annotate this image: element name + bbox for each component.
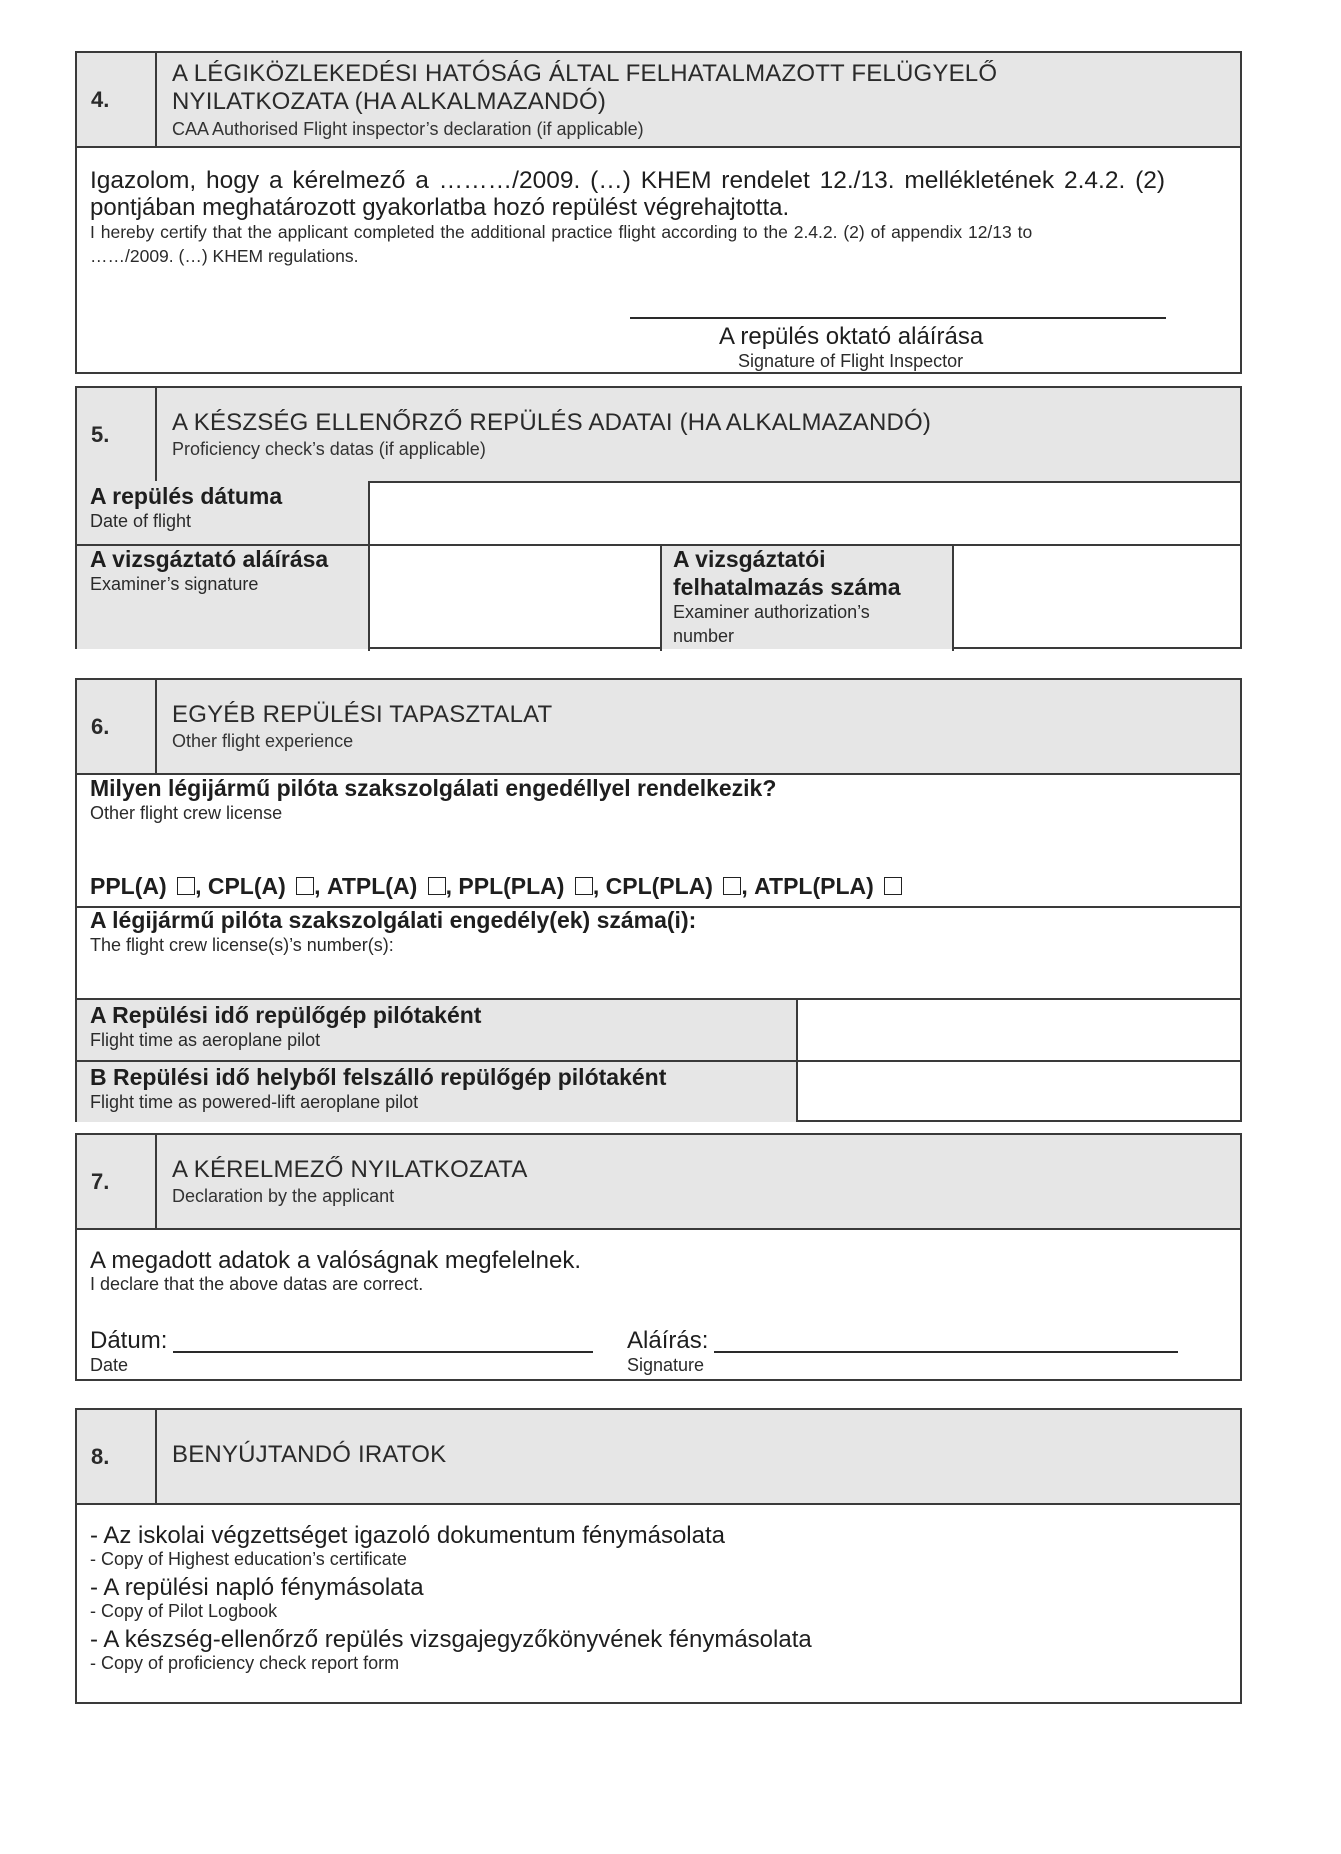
section-4-title-line2: NYILATKOZATA (HA ALKALMAZANDÓ) <box>172 88 607 115</box>
applicant-statement-sub: I declare that the above datas are correct. <box>90 1274 424 1294</box>
section-8-title: BENYÚJTANDÓ IRATOK <box>172 1441 447 1468</box>
section-6-title: EGYÉB REPÜLÉSI TAPASZTALAT <box>172 701 553 728</box>
certification-text-en-line2: ……/2009. (…) KHEM regulations. <box>90 246 359 266</box>
section-6-number: 6. <box>77 680 157 773</box>
section-4-subtitle: CAA Authorised Flight inspector’s declaration (if applicable) <box>172 119 644 139</box>
section-8-header <box>77 1410 1240 1505</box>
flight-time-aeroplane-sub: Flight time as aeroplane pilot <box>90 1030 321 1050</box>
section-4-header <box>77 53 1240 148</box>
flight-time-aeroplane-label: A Repülési idő repülőgép pilótaként <box>90 1002 482 1028</box>
examiner-signature-label: A vizsgáztató aláírása <box>90 546 329 572</box>
license-question-sub: Other flight crew license <box>90 803 283 823</box>
checkbox-ppl-a[interactable] <box>177 877 195 895</box>
examiner-signature-field[interactable] <box>370 546 660 649</box>
checkbox-ppl-pla[interactable] <box>575 877 593 895</box>
required-document-1: - Az iskolai végzettséget igazoló dokumentum fénymásolata <box>90 1522 726 1549</box>
applicant-signature-sub: Signature <box>627 1355 705 1375</box>
flight-time-powered-lift-label: B Repülési idő helyből felszálló repülőgép pilótaként <box>90 1064 667 1090</box>
applicant-date-label: Dátum: <box>90 1327 168 1354</box>
flight-time-powered-lift-field[interactable] <box>798 1062 1240 1122</box>
section-8-number: 8. <box>77 1410 157 1503</box>
license-option-ppl-pla: PPL(PLA) , <box>458 873 600 899</box>
examiner-authorization-field[interactable] <box>954 546 1240 649</box>
license-option-atpl-pla: ATPL(PLA) <box>754 873 902 900</box>
section-7-header <box>77 1135 1240 1230</box>
certification-text-hu-line1: Igazolom, hogy a kérelmező a ………/2009. (…) KHEM rendelet 12./13. mellékletének 2.4.2. (2) <box>90 167 1166 194</box>
license-option-cpl-pla: CPL(PLA) , <box>605 873 748 899</box>
section-7-title: A KÉRELMEZŐ NYILATKOZATA <box>172 1156 528 1183</box>
section-7-subtitle: Declaration by the applicant <box>172 1186 395 1206</box>
flight-time-powered-lift-sub: Flight time as powered-lift aeroplane pilot <box>90 1092 419 1112</box>
license-number-label: A légijármű pilóta szakszolgálati engedély(ek) száma(i): <box>90 907 697 933</box>
section-6-header <box>77 680 1240 775</box>
inspector-signature-sub: Signature of Flight Inspector <box>738 351 964 371</box>
inspector-signature-label: A repülés oktató aláírása <box>719 323 984 350</box>
checkbox-atpl-a[interactable] <box>428 877 446 895</box>
license-question: Milyen légijármű pilóta szakszolgálati engedéllyel rendelkezik? <box>90 775 777 801</box>
checkbox-cpl-pla[interactable] <box>723 877 741 895</box>
examiner-authorization-sub-line1: Examiner authorization’s <box>673 602 870 622</box>
flight-date-sub: Date of flight <box>90 511 192 531</box>
certification-text-hu-line2: pontjában meghatározott gyakorlatba hozó repülést végrehajtotta. <box>90 194 790 221</box>
section-6 <box>75 678 1242 1122</box>
section-5-title: A KÉSZSÉG ELLENŐRZŐ REPÜLÉS ADATAI (HA ALKALMAZANDÓ) <box>172 409 932 436</box>
section-5-number: 5. <box>77 388 157 481</box>
section-4-number: 4. <box>77 53 157 146</box>
required-document-2: - A repülési napló fénymásolata <box>90 1574 424 1601</box>
checkbox-cpl-a[interactable] <box>296 877 314 895</box>
examiner-authorization-label-line1: A vizsgáztatói <box>673 546 826 572</box>
applicant-date-line[interactable] <box>173 1351 593 1353</box>
applicant-date-sub: Date <box>90 1355 129 1375</box>
section-6-subtitle: Other flight experience <box>172 731 354 751</box>
applicant-signature-label: Aláírás: <box>627 1327 709 1354</box>
required-document-3: - A készség-ellenőrző repülés vizsgajegyzőkönyvének fénymásolata <box>90 1626 812 1653</box>
section-7-number: 7. <box>77 1135 157 1228</box>
applicant-statement: A megadott adatok a valóságnak megfelelnek. <box>90 1247 581 1274</box>
section-4-title-line1: A LÉGIKÖZLEKEDÉSI HATÓSÁG ÁLTAL FELHATALMAZOTT FELÜGYELŐ <box>172 60 998 87</box>
license-number-sub: The flight crew license(s)’s number(s): <box>90 935 394 955</box>
license-option-atpl-a: ATPL(A) , <box>326 873 453 899</box>
flight-date-label: A repülés dátuma <box>90 483 283 509</box>
license-option-ppl-a: PPL(A) , <box>90 873 202 899</box>
inspector-signature-line[interactable] <box>630 317 1166 319</box>
flight-date-field[interactable] <box>370 481 1240 545</box>
flight-time-aeroplane-field[interactable] <box>798 1000 1240 1060</box>
section-5 <box>75 386 1242 649</box>
required-document-1-sub: - Copy of Highest education’s certificate <box>90 1549 407 1569</box>
section-4 <box>75 51 1242 374</box>
section-7 <box>75 1133 1242 1381</box>
checkbox-atpl-pla[interactable] <box>884 877 902 895</box>
certification-text-en-line1: I hereby certify that the applicant completed the additional practice flight according to the 2.4.2. (2) of appendix 12/13 to <box>90 222 1033 242</box>
license-option-cpl-a: CPL(A) , <box>207 873 321 899</box>
section-5-subtitle: Proficiency check’s datas (if applicable) <box>172 439 486 459</box>
required-document-3-sub: - Copy of proficiency check report form <box>90 1653 400 1673</box>
section-8 <box>75 1408 1242 1704</box>
examiner-signature-sub: Examiner’s signature <box>90 574 259 594</box>
required-document-2-sub: - Copy of Pilot Logbook <box>90 1601 278 1621</box>
license-number-field[interactable] <box>90 960 1230 998</box>
license-checkbox-row <box>90 873 902 900</box>
examiner-authorization-label-line2: felhatalmazás száma <box>673 574 901 600</box>
section-5-header <box>77 388 1240 483</box>
applicant-signature-line[interactable] <box>714 1351 1178 1353</box>
examiner-authorization-sub-line2: number <box>673 626 735 646</box>
